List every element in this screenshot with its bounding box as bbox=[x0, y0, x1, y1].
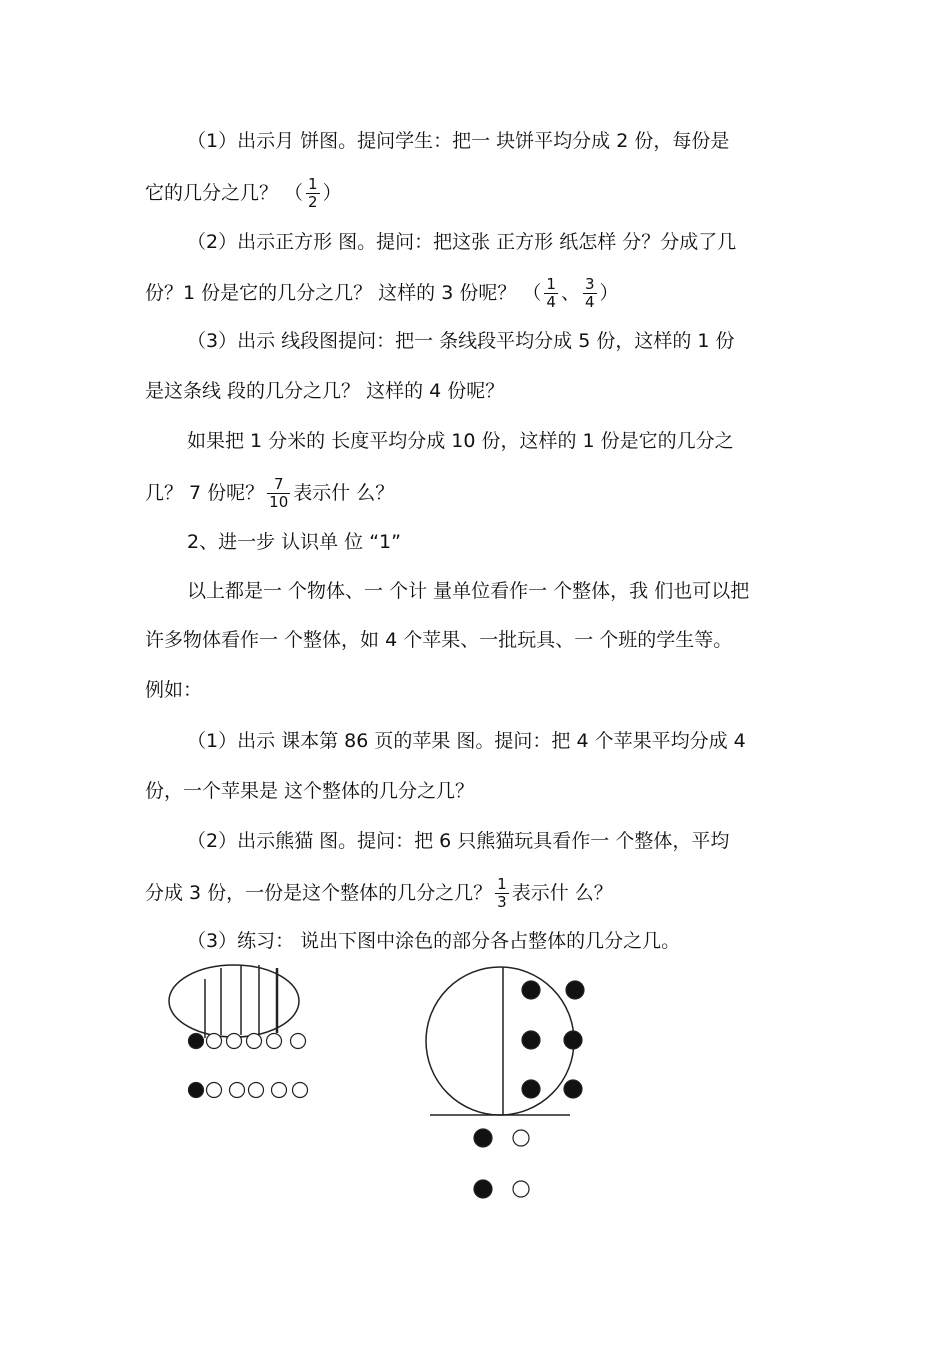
oval-figure bbox=[169, 965, 299, 1038]
text-segment: ） bbox=[322, 182, 342, 204]
empty-dot bbox=[272, 1083, 287, 1098]
fraction-denominator: 4 bbox=[546, 293, 556, 311]
empty-dot bbox=[513, 1130, 529, 1146]
filled-dot bbox=[189, 1083, 204, 1098]
circle-figure bbox=[426, 967, 574, 1115]
paragraph-9: （3）练习： 说出下图中涂色的部分各占整体的几分之几。 bbox=[187, 930, 681, 952]
text-segment: 几？ 7 份呢？ bbox=[145, 482, 265, 504]
paragraph-6-line-2: 许多物体看作一 个整体，如 4 个苹果、一批玩具、一 个班的学生等。 bbox=[145, 629, 733, 651]
filled-dot bbox=[474, 1129, 492, 1147]
big-circle-outline bbox=[426, 967, 574, 1115]
text-segment: 它的几分之几？ （ bbox=[145, 182, 304, 204]
fraction-numerator: 7 bbox=[267, 476, 290, 494]
empty-dot bbox=[267, 1034, 282, 1049]
paragraph-6-line-1: 以上都是一 个物体、一 个计 量单位看作一 个整体，我 们也可以把 bbox=[187, 580, 750, 602]
paragraph-3-line-1: （3）出示 线段图提问：把一 条线段平均分成 5 份，这样的 1 份 bbox=[187, 330, 735, 352]
fraction-denominator: 3 bbox=[497, 893, 507, 911]
text-segment: 表示什 么？ bbox=[293, 482, 395, 504]
filled-dot bbox=[522, 981, 540, 999]
fraction-denominator: 4 bbox=[584, 293, 595, 311]
paragraph-7-line-1: （1）出示 课本第 86 页的苹果 图。提问：把 4 个苹果平均分成 4 bbox=[187, 730, 746, 752]
filled-dot bbox=[189, 1034, 204, 1049]
paragraph-7-line-2: 份，一个苹果是 这个整体的几分之几？ bbox=[145, 780, 475, 802]
filled-dot bbox=[474, 1180, 492, 1198]
filled-dot bbox=[566, 981, 584, 999]
text-segment: 表示什 么？ bbox=[511, 882, 613, 904]
filled-dot bbox=[564, 1080, 582, 1098]
paragraph-3-line-2: 是这条线 段的几分之几？ 这样的 4 份呢？ bbox=[145, 380, 505, 402]
paragraph-4-line-1: 如果把 1 分米的 长度平均分成 10 份，这样的 1 份是它的几分之 bbox=[187, 430, 734, 452]
circle-dots bbox=[474, 981, 584, 1198]
empty-dot bbox=[207, 1034, 222, 1049]
empty-dot bbox=[247, 1034, 262, 1049]
filled-dot bbox=[564, 1031, 582, 1049]
fraction-denominator: 2 bbox=[308, 193, 318, 211]
filled-dot bbox=[522, 1031, 540, 1049]
paragraph-1-line-1: （1）出示月 饼图。提问学生：把一 块饼平均分成 2 份，每份是 bbox=[187, 130, 730, 152]
paragraph-6-line-3: 例如： bbox=[145, 679, 203, 701]
fraction-numerator: 3 bbox=[584, 275, 595, 293]
empty-dot bbox=[230, 1083, 245, 1098]
fraction-numerator: 1 bbox=[546, 275, 556, 293]
oval-dot-rows bbox=[189, 1034, 308, 1098]
empty-dot bbox=[249, 1083, 264, 1098]
empty-dot bbox=[207, 1083, 222, 1098]
empty-dot bbox=[291, 1034, 306, 1049]
fraction-numerator: 1 bbox=[497, 875, 507, 893]
empty-dot bbox=[293, 1083, 308, 1098]
text-segment: 分成 3 份，一份是这个整体的几分之几？ bbox=[145, 882, 493, 904]
paragraph-8-line-1: （2）出示熊猫 图。提问：把 6 只熊猫玩具看作一 个整体，平均 bbox=[187, 830, 730, 852]
paragraph-5: 2、进一步 认识单 位 “1” bbox=[187, 531, 401, 553]
text-segment: 份？1 份是它的几分之几？ 这样的 3 份呢？ （ bbox=[145, 282, 542, 304]
text-segment: 、 bbox=[560, 282, 580, 304]
empty-dot bbox=[227, 1034, 242, 1049]
fraction-denominator: 10 bbox=[269, 493, 289, 511]
paragraph-2-line-1: （2）出示正方形 图。提问：把这张 正方形 纸怎样 分？分成了几 bbox=[187, 231, 737, 253]
text-segment: ） bbox=[599, 282, 619, 304]
empty-dot bbox=[513, 1181, 529, 1197]
oval-outline bbox=[169, 965, 299, 1037]
fraction-numerator: 1 bbox=[308, 175, 318, 193]
filled-dot bbox=[522, 1080, 540, 1098]
